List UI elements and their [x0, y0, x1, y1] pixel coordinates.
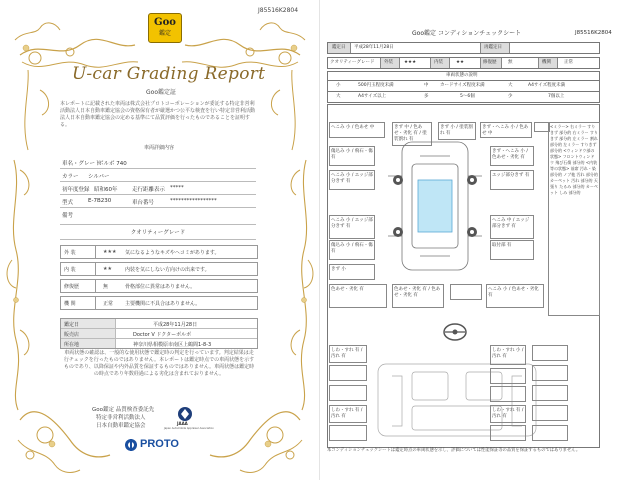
exterior-label: 外装	[384, 60, 393, 65]
sheet-footer: 本コンディションチェックシートは鑑定時点の車両状態を示し、評価については性能保証等の品質を保証するものではありません。	[327, 448, 581, 453]
condition-text: へこみ 小 / エッジ部分きず 有	[331, 218, 373, 229]
condition-panel	[329, 170, 375, 190]
seal-text-bottom: 鑑定	[158, 30, 171, 37]
appraisal-key: 鑑定日	[64, 322, 80, 328]
quality-stars: ★★★	[103, 249, 117, 255]
color-value: シルバー	[88, 174, 110, 180]
interior-panel	[490, 405, 526, 423]
appraisal-row	[61, 329, 257, 339]
condition-text: しわ・すれ 小 / 汚れ 有	[492, 348, 524, 359]
disclaimer-note: 車両状態の確認は、一般的な使用状態で鑑定時の判定を行っています。判定結果は走行チェックを行ったものではありません。本レポートは鑑定時点での車両状態を示すものであり、以降保証や内外品質を保証するものではありません。車両状態は鑑定時の時点であり年数経過による劣化は含まれておりません。	[63, 350, 255, 377]
interior-panel	[329, 365, 367, 381]
condition-text: 傷込み 小 / 飛石・傷 有	[331, 243, 373, 254]
mileage-value: *****	[170, 185, 184, 191]
interior-panel	[329, 345, 367, 363]
condition-panel	[329, 146, 375, 166]
date-row	[327, 42, 600, 54]
interior-panel	[490, 368, 526, 384]
interior-panel	[532, 405, 568, 421]
interior-panel	[329, 385, 367, 401]
quality-key: 機 関	[64, 301, 76, 307]
quality-key: 修復歴	[64, 284, 80, 290]
steering-wheel-icon	[442, 322, 468, 342]
quality-row-interior	[60, 262, 258, 276]
condition-text: 色あせ・劣化 有 / 色あせ・劣化 有	[394, 287, 441, 298]
interior-panel	[532, 425, 568, 441]
engine-label: 機関	[542, 60, 551, 65]
condition-panel	[490, 215, 534, 239]
appraisal-value: Doctor V ドクターボルボ	[133, 332, 192, 338]
chassis-label: 車台番号	[132, 200, 155, 206]
legend-value: 500円玉程度未満	[358, 83, 394, 88]
type-label: 型式	[62, 200, 74, 206]
signature-line-2: 特定非営利活動法人	[96, 415, 146, 421]
signature-line-1: Goo鑑定 品質検査委託先	[92, 407, 155, 413]
condition-panel-small	[450, 284, 482, 300]
interior-panel	[329, 425, 367, 441]
legend-key: 中	[424, 83, 429, 88]
appraisal-key: 販売店	[64, 332, 80, 338]
signature-line-3: 日本自動車鑑定協会	[96, 423, 146, 429]
interior-label: 内装	[434, 60, 443, 65]
appraisal-row	[61, 339, 257, 348]
proto-logo	[124, 437, 204, 453]
quality-text: 気になるようなキズやヘコミがあります。	[125, 250, 220, 256]
quality-stars: ★★	[103, 266, 112, 272]
color-label: カラー	[62, 174, 79, 180]
appraisal-key: 所在地	[64, 342, 80, 348]
condition-panel	[490, 170, 534, 190]
appraisal-table	[60, 318, 258, 349]
model-value: ボルボ 740	[98, 161, 127, 167]
repair-label: 修復歴	[483, 60, 497, 65]
condition-text: しわ・すれ 有 / 汚れ 有	[331, 348, 363, 359]
condition-text: へこみ 小 / エッジ部分きず 有	[331, 173, 373, 184]
side-notes: <ミラー> 右ミラー すりきず 部分的 右ミラー すりきず 部分的 左ミラー 割れ 部分的 左ミラー すりきず 部分的 <ウィンドウ部の状態> フロントウィンドウ 飛び石傷 部分的 <内装等の状態> 前席 汚れ・染 部分的 ノブ他 汚れ 部分的 カーペット 汚れ 部分的 天張り たるみ 部分的 カーペット しみ 部分的	[548, 122, 600, 316]
first-reg-value: 昭和60年	[94, 187, 118, 193]
condition-text: 色あせ・劣化 有	[331, 287, 364, 292]
sheet-title: Goo鑑定 コンディションチェックシート	[412, 30, 522, 37]
legend-value: 5〜6個	[460, 94, 475, 99]
proto-wordmark: PROTO	[140, 438, 179, 450]
sheet-cert-number: J85516K2804	[575, 30, 612, 36]
condition-text: 傷込み 小 / 飛石・傷 有	[331, 149, 373, 160]
grade-label: クオリティーグレード	[330, 60, 375, 65]
condition-text: きず 中 / 色あせ・劣化 有 / 塗装割れ 有	[394, 125, 427, 142]
legend-key: 少	[508, 94, 513, 99]
appraisal-value: 神奈川県相模原市南区上鶴間1-8-3	[133, 342, 212, 348]
model-label: 車名・グレード	[62, 161, 101, 167]
condition-text: しわ・すれ 有 / 汚れ 有	[331, 408, 363, 419]
quality-row-repair	[60, 279, 258, 293]
car-top-diagram	[380, 136, 490, 276]
state-title: 車両状態の説明	[446, 73, 478, 78]
appraisal-row	[61, 319, 257, 329]
legend-value: A4サイズ程度未満	[528, 83, 566, 88]
condition-text: エッジ部分きず 有	[492, 173, 530, 178]
section-title: 車両詳細内容	[144, 145, 175, 151]
condition-panel	[329, 264, 375, 280]
report-title: U-car Grading Report	[72, 64, 266, 84]
condition-panel	[486, 284, 544, 308]
intro-paragraph: 本レポートに記載された車両は株式会社プロトコーポレーションが委託する特定非営利活動法人日本自動車鑑定協会の資格保有者が厳選かつ公平な検査を行い特定非営利活動法人日本自動車鑑定協会の定める基準にて品質評価を行ったものであることを証明する。	[60, 101, 256, 128]
repair-value: 無	[508, 60, 513, 65]
jaaa-subtext: Japan Automobile Appraiser Association	[164, 427, 214, 430]
interior-panel	[490, 425, 526, 441]
condition-text: きず 小	[331, 267, 346, 272]
exterior-stars: ★★★	[404, 60, 417, 65]
report-subtitle: Goo鑑定証	[146, 89, 176, 96]
remarks-label: 備考	[62, 213, 74, 219]
proto-mark-icon	[124, 438, 138, 452]
condition-text: へこみ 小 / 色あせ 中	[331, 125, 375, 130]
condition-text: へこみ 小 / 色あせ・劣化 有	[488, 287, 539, 298]
goo-seal-logo	[148, 13, 182, 43]
condition-panel	[329, 240, 375, 260]
legend-key: 小	[336, 83, 341, 88]
quality-stars: 正常	[103, 301, 114, 307]
quality-grade-heading: クオリティーグレード	[60, 228, 256, 240]
condition-text: へこみ 中 / エッジ部分きず 有	[492, 218, 530, 229]
interior-panel	[329, 405, 367, 423]
interior-panel	[532, 385, 568, 401]
condition-text: 取付部 有	[492, 243, 512, 248]
legend-value: カードサイズ程度未満	[440, 83, 485, 88]
engine-value: 正常	[564, 60, 573, 65]
condition-panel	[490, 146, 534, 166]
legend-key: 多	[424, 94, 429, 99]
mileage-label: 走行距離表示	[132, 187, 166, 193]
certificate-number: J85516K2804	[258, 7, 299, 14]
condition-panel	[329, 122, 385, 138]
model-row	[60, 155, 256, 169]
color-row	[60, 168, 256, 182]
interior-panel	[490, 345, 526, 365]
interior-panel	[532, 365, 568, 381]
quality-key: 内 装	[64, 267, 76, 273]
interior-panel	[532, 345, 568, 361]
interior-panel	[490, 386, 526, 402]
quality-row-engine	[60, 296, 258, 310]
jaaa-emblem-icon	[176, 406, 194, 422]
condition-text: しわ・すれ 有 / 汚れ 有	[492, 408, 524, 419]
remarks-row	[60, 207, 256, 225]
chassis-value: *****************	[170, 198, 217, 204]
condition-text: きず 小 / 塗装割れ 有	[440, 125, 473, 136]
interior-stars: ★★	[456, 60, 465, 65]
grade-row	[327, 57, 600, 69]
first-reg-label: 初年度登録	[62, 187, 90, 193]
windshield-shape	[418, 180, 452, 232]
condition-panel	[329, 284, 387, 308]
type-row	[60, 194, 256, 208]
quality-text: 主要機関に不具合はありません。	[125, 301, 201, 307]
condition-text: きず・へこみ 小 / 色あせ・劣化 有	[492, 149, 528, 160]
quality-row-exterior	[60, 245, 258, 259]
reappraisal-label: 再鑑定日	[484, 45, 502, 50]
condition-check-sheet	[320, 0, 640, 480]
condition-panel	[329, 215, 375, 239]
date-value: 平成28年11月28日	[354, 45, 394, 50]
legend-row-2	[327, 91, 600, 103]
registration-row	[60, 181, 256, 195]
quality-text: 骨格部位に異常はありません。	[125, 284, 196, 290]
type-value: E-7B230	[88, 198, 112, 204]
quality-key: 外 装	[64, 250, 76, 256]
condition-panel	[392, 284, 444, 308]
legend-key: 大	[508, 83, 513, 88]
date-label: 鑑定日	[332, 45, 346, 50]
legend-key: 大	[336, 94, 341, 99]
condition-panel	[490, 240, 534, 260]
legend-value: 7個以上	[548, 94, 565, 99]
condition-text: きず・へこみ 小 / 色あせ 中	[482, 125, 529, 136]
quality-text: 内装を気にしない方向けの出来です。	[125, 267, 210, 273]
appraisal-value: 平成28年11月28日	[153, 322, 198, 328]
legend-value: A4サイズ以上	[358, 94, 387, 99]
seal-text-top: Goo	[154, 17, 176, 28]
quality-stars: 無	[103, 284, 109, 290]
jaaa-text: JAAA	[177, 421, 188, 426]
